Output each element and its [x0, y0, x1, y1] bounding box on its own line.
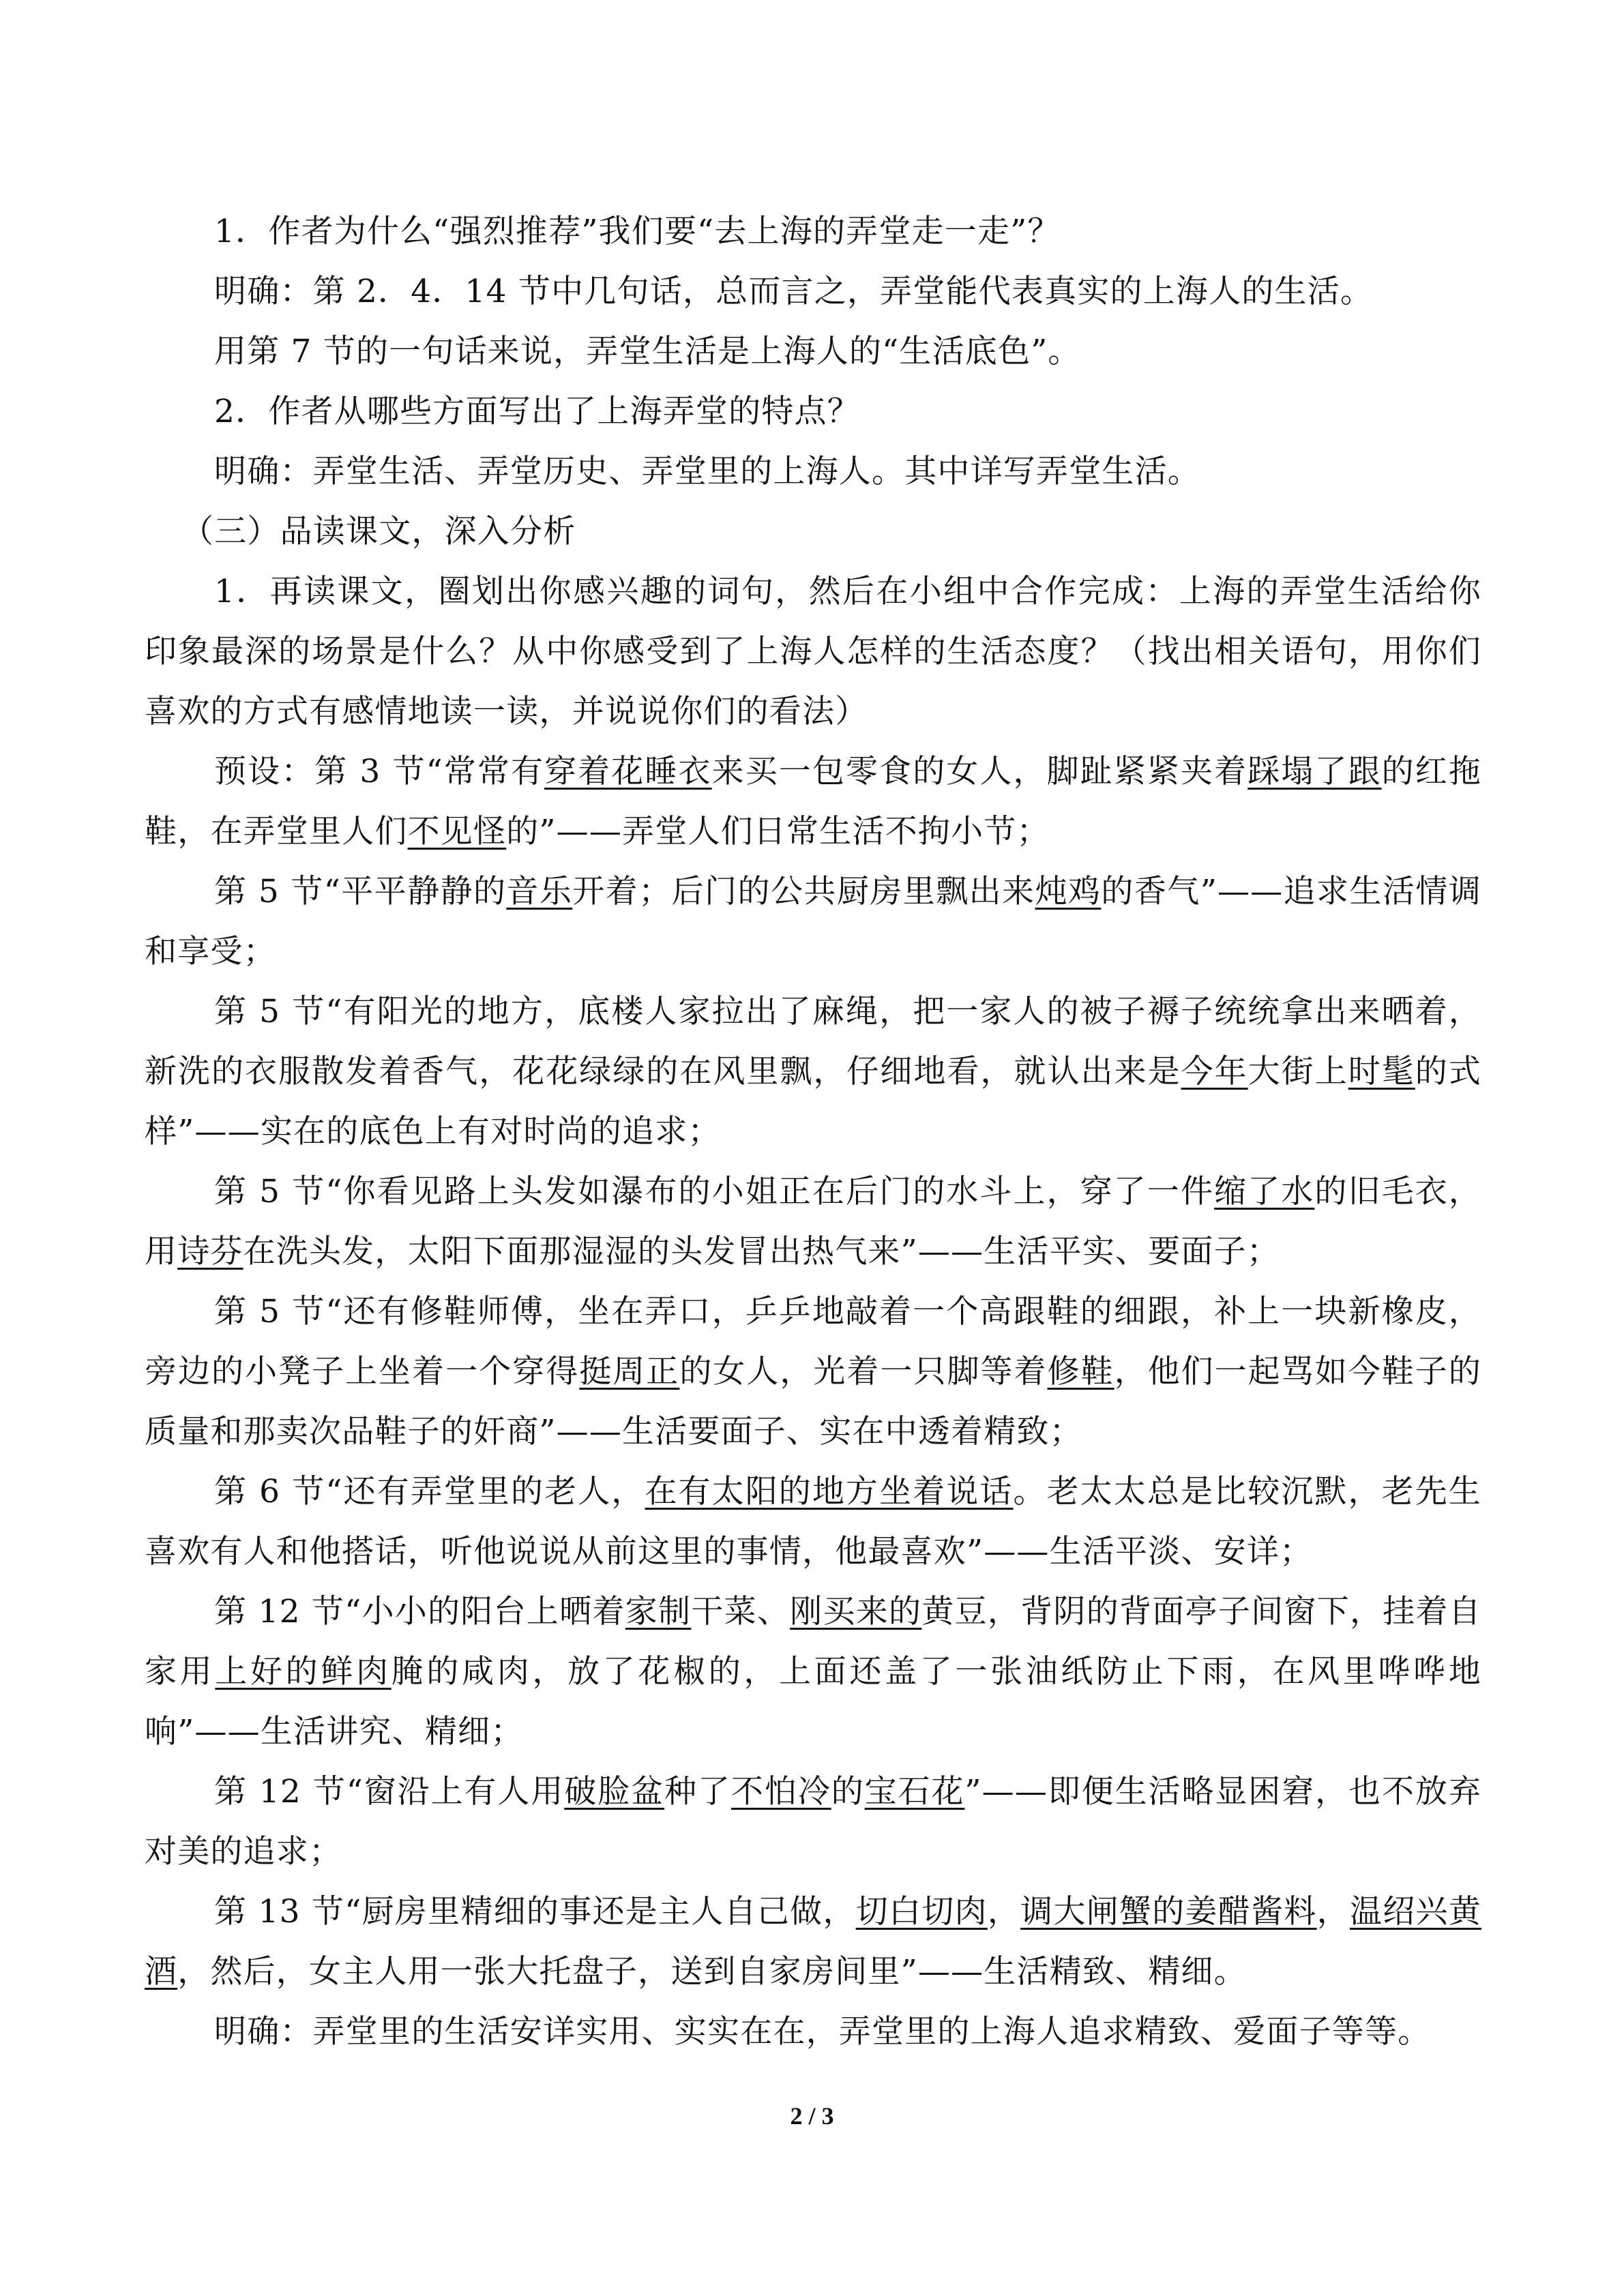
text-run: 开着；后门的公共厨房里飘出来 [572, 873, 1035, 910]
text-run: 第 6 节“还有弄堂里的老人， [214, 1473, 645, 1510]
text-run: 的 [831, 1773, 865, 1810]
text-run: 来买一包零食的女人，脚趾紧紧夹着 [711, 753, 1248, 790]
paragraph [145, 202, 1481, 262]
text-run: 的旧毛衣，用 [145, 1173, 1482, 1270]
paragraph [145, 502, 1481, 562]
underlined-phrase: 上好的鲜肉 [215, 1653, 392, 1690]
underlined-phrase: 宝石花 [864, 1773, 965, 1810]
underlined-phrase: 家制 [625, 1593, 692, 1630]
underlined-phrase: 修鞋 [1047, 1353, 1114, 1390]
text-run: 明确：第 2．4．14 节中几句话，总而言之，弄堂能代表真实的上海人的生活。 [214, 273, 1374, 310]
underlined-phrase: 时髦 [1348, 1053, 1415, 1090]
paragraph [145, 1162, 1481, 1282]
paragraph [145, 2002, 1481, 2062]
underlined-phrase: 破脸盆 [564, 1773, 665, 1810]
text-run: ， [1316, 1893, 1350, 1930]
text-run: 2．作者从哪些方面写出了上海弄堂的特点？ [214, 393, 860, 430]
text-run: 预设：第 3 节“常常有 [214, 753, 545, 790]
paragraph [145, 1462, 1481, 1582]
text-run: 明确：弄堂里的生活安详实用、实实在在，弄堂里的上海人追求精致、爱面子等等。 [214, 2013, 1431, 2051]
underlined-phrase: 挺周正 [579, 1353, 680, 1390]
underlined-phrase: 切白切肉 [855, 1893, 988, 1930]
text-run: 的式样”——实在的底色上有对时尚的追求； [145, 1053, 1481, 1150]
underlined-phrase: 音乐 [506, 873, 573, 910]
text-run: 的香气”——追求生活情调和享受； [145, 873, 1481, 970]
text-run: 第 12 节“窗沿上有人用 [214, 1773, 565, 1810]
paragraph [145, 442, 1481, 502]
paragraph [145, 322, 1481, 382]
text-run: （三）品读课文，深入分析 [181, 513, 576, 550]
paragraph [145, 862, 1481, 982]
underlined-phrase: 在有太阳的地方坐着说话 [645, 1473, 1014, 1510]
text-run: 第 13 节“厨房里精细的事还是主人自己做， [214, 1893, 856, 1930]
text-run: 大街上 [1247, 1053, 1348, 1090]
underlined-phrase: 不怕冷 [730, 1773, 831, 1810]
paragraph [145, 1582, 1481, 1762]
underlined-phrase: 不见怪 [407, 813, 507, 850]
text-run: 种了 [664, 1773, 731, 1810]
text-run: 的”——弄堂人们日常生活不拘小节； [506, 813, 1050, 850]
text-run: 1．再读课文，圈划出你感兴趣的词句，然后在小组中合作完成：上海的弄堂生活给你印象最深的场景是什么？从中你感受到了上海人怎样的生活态度？（找出相关语句，用你们喜欢的方式有感情地读一读，并说说你们的看法） [145, 573, 1481, 730]
paragraph [145, 1282, 1481, 1462]
text-run: 。老太太总是比较沉默，老先生喜欢有人和他搭话，听他说说从前这里的事情，他最喜欢”——生活平淡、安详； [145, 1473, 1481, 1570]
text-run: ，然后，女主人用一张大托盘子，送到自家房间里”——生活精致、精细。 [177, 1953, 1247, 1991]
text-run: ”——即便生活略显困窘，也不放弃对美的追求； [145, 1773, 1482, 1870]
text-run: 明确：弄堂生活、弄堂历史、弄堂里的上海人。其中详写弄堂生活。 [214, 453, 1200, 490]
paragraph [145, 1762, 1481, 1882]
paragraph [145, 262, 1481, 322]
text-run: 第 5 节“平平静静的 [214, 873, 507, 910]
text-run: 第 12 节“小小的阳台上晒着 [214, 1593, 625, 1630]
paragraph [145, 382, 1481, 442]
text-run: ， [987, 1893, 1021, 1930]
text-run: 干菜、 [691, 1593, 791, 1630]
underlined-phrase: 炖鸡 [1035, 873, 1102, 910]
text-run: 黄豆，背阴的背面亭子间窗下，挂着自家用 [145, 1593, 1481, 1690]
paragraph [145, 742, 1481, 862]
document-body [145, 202, 1481, 2062]
text-run: 用第 7 节的一句话来说，弄堂生活是上海人的“生活底色”。 [214, 333, 1081, 370]
text-run: ，他们一起骂如今鞋子的质量和那卖次品鞋子的奸商”——生活要面子、实在中透着精致； [145, 1353, 1481, 1450]
text-run: 第 5 节“你看见路上头发如瀑布的小姐正在后门的水斗上，穿了一件 [214, 1173, 1215, 1210]
underlined-phrase: 调大闸蟹的姜醋酱料 [1020, 1893, 1317, 1930]
text-run: 的红拖鞋，在弄堂里人们 [145, 753, 1482, 850]
paragraph [145, 562, 1481, 742]
underlined-phrase: 缩了水 [1214, 1173, 1315, 1210]
page-number: 2 / 3 [790, 2102, 834, 2130]
text-run: 第 5 节“还有修鞋师傅，坐在弄口，乒乒地敲着一个高跟鞋的细跟，补上一块新橡皮，旁边的小凳子上坐着一个穿得 [145, 1293, 1481, 1390]
text-run: 在洗头发，太阳下面那湿湿的头发冒出热气来”——生活平实、要面子； [243, 1233, 1280, 1270]
text-run: 腌的咸肉，放了花椒的，上面还盖了一张油纸防止下雨，在风里哗哗地响”——生活讲究、精细； [145, 1653, 1482, 1750]
text-run: 第 5 节“有阳光的地方，底楼人家拉出了麻绳，把一家人的被子褥子统统拿出来晒着，新洗的衣服散发着香气，花花绿绿的在风里飘，仔细地看，就认出来是 [145, 993, 1481, 1090]
text-run: 的女人，光着一只脚等着 [679, 1353, 1048, 1390]
underlined-phrase: 诗芬 [177, 1233, 243, 1270]
underlined-phrase: 温绍兴黄酒 [145, 1893, 1481, 1991]
paragraph [145, 1882, 1481, 2002]
underlined-phrase: 穿着花睡衣 [544, 753, 712, 790]
underlined-phrase: 踩塌了跟 [1247, 753, 1382, 790]
text-run: 1．作者为什么“强烈推荐”我们要“去上海的弄堂走一走”？ [214, 213, 1061, 250]
underlined-phrase: 刚买来的 [790, 1593, 922, 1630]
paragraph [145, 982, 1481, 1162]
underlined-phrase: 今年 [1181, 1053, 1248, 1090]
